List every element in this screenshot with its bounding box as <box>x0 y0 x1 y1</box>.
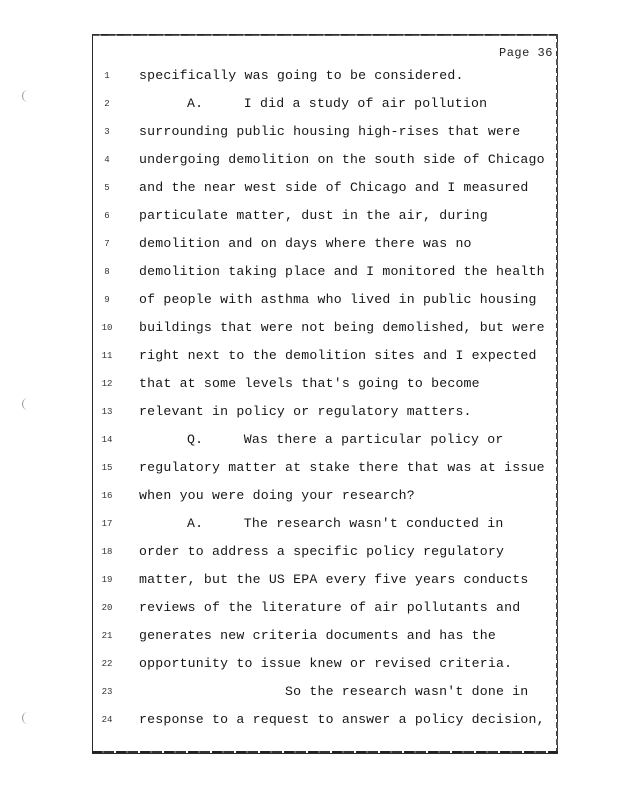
transcript-line <box>0 208 618 228</box>
line-number: 12 <box>101 379 113 389</box>
top-border <box>92 34 558 36</box>
line-text: surrounding public housing high-rises that were <box>139 124 521 139</box>
line-number: 10 <box>101 323 113 333</box>
line-number: 20 <box>101 603 113 613</box>
transcript-line <box>0 292 618 312</box>
line-number: 14 <box>101 435 113 445</box>
line-text: that at some levels that's going to become <box>139 376 480 391</box>
line-text: undergoing demolition on the south side of Chicago <box>139 152 545 167</box>
line-number: 2 <box>104 99 110 109</box>
transcript-line <box>0 348 618 368</box>
transcript-line <box>0 572 618 592</box>
transcript-line <box>0 376 618 396</box>
line-number: 15 <box>101 463 113 473</box>
line-text: generates new criteria documents and has the <box>139 628 497 643</box>
transcript-line <box>0 516 618 536</box>
transcript-line <box>0 656 618 676</box>
transcript-line <box>0 180 618 200</box>
transcript-line <box>0 488 618 508</box>
line-text: reviews of the literature of air pollutants and <box>139 600 521 615</box>
line-number: 13 <box>101 407 113 417</box>
line-number: 8 <box>104 267 110 277</box>
transcript-line <box>0 544 618 564</box>
line-number: 7 <box>104 239 110 249</box>
line-text: response to a request to answer a policy decision, <box>139 712 545 727</box>
line-number: 24 <box>101 715 113 725</box>
line-text: particulate matter, dust in the air, during <box>139 208 488 223</box>
line-text: demolition and on days where there was no <box>139 236 472 251</box>
transcript-line <box>0 600 618 620</box>
transcript-line <box>0 460 618 480</box>
line-text: opportunity to issue knew or revised criteria. <box>139 656 513 671</box>
line-number: 21 <box>101 631 113 641</box>
transcript-line <box>0 68 618 88</box>
transcript-line <box>0 236 618 256</box>
line-number: 16 <box>101 491 113 501</box>
line-text: regulatory matter at stake there that was at issue <box>139 460 545 475</box>
line-text: and the near west side of Chicago and I measured <box>139 180 529 195</box>
line-text: of people with asthma who lived in public housing <box>139 292 537 307</box>
transcript-line <box>0 628 618 648</box>
line-text: buildings that were not being demolished, but were <box>139 320 545 335</box>
transcript-line <box>0 684 618 704</box>
line-text: A. I did a study of air pollution <box>187 96 488 111</box>
line-text: A. The research wasn't conducted in <box>187 516 504 531</box>
page-number: Page 36 <box>499 46 553 60</box>
line-text: specifically was going to be considered. <box>139 68 464 83</box>
line-text: right next to the demolition sites and I expected <box>139 348 537 363</box>
transcript-line <box>0 712 618 732</box>
line-number: 3 <box>104 127 110 137</box>
line-number: 6 <box>104 211 110 221</box>
line-text: when you were doing your research? <box>139 488 415 503</box>
line-number: 23 <box>101 687 113 697</box>
line-number: 9 <box>104 295 110 305</box>
line-number: 11 <box>101 351 113 361</box>
transcript-line <box>0 96 618 116</box>
line-text: relevant in policy or regulatory matters. <box>139 404 472 419</box>
line-text: demolition taking place and I monitored the health <box>139 264 545 279</box>
transcript-line <box>0 320 618 340</box>
line-number: 4 <box>104 155 110 165</box>
line-text: matter, but the US EPA every five years conducts <box>139 572 529 587</box>
transcript-line <box>0 264 618 284</box>
line-number: 18 <box>101 547 113 557</box>
transcript-line <box>0 404 618 424</box>
line-number: 22 <box>101 659 113 669</box>
line-text: order to address a specific policy regulatory <box>139 544 505 559</box>
line-text: So the research wasn't done in <box>285 684 529 699</box>
line-text: Q. Was there a particular policy or <box>187 432 504 447</box>
bottom-border <box>92 751 558 753</box>
line-number: 17 <box>101 519 113 529</box>
transcript-line <box>0 432 618 452</box>
line-number: 1 <box>104 71 110 81</box>
line-number: 5 <box>104 183 110 193</box>
line-number: 19 <box>101 575 113 585</box>
transcript-line <box>0 152 618 172</box>
transcript-line <box>0 124 618 144</box>
